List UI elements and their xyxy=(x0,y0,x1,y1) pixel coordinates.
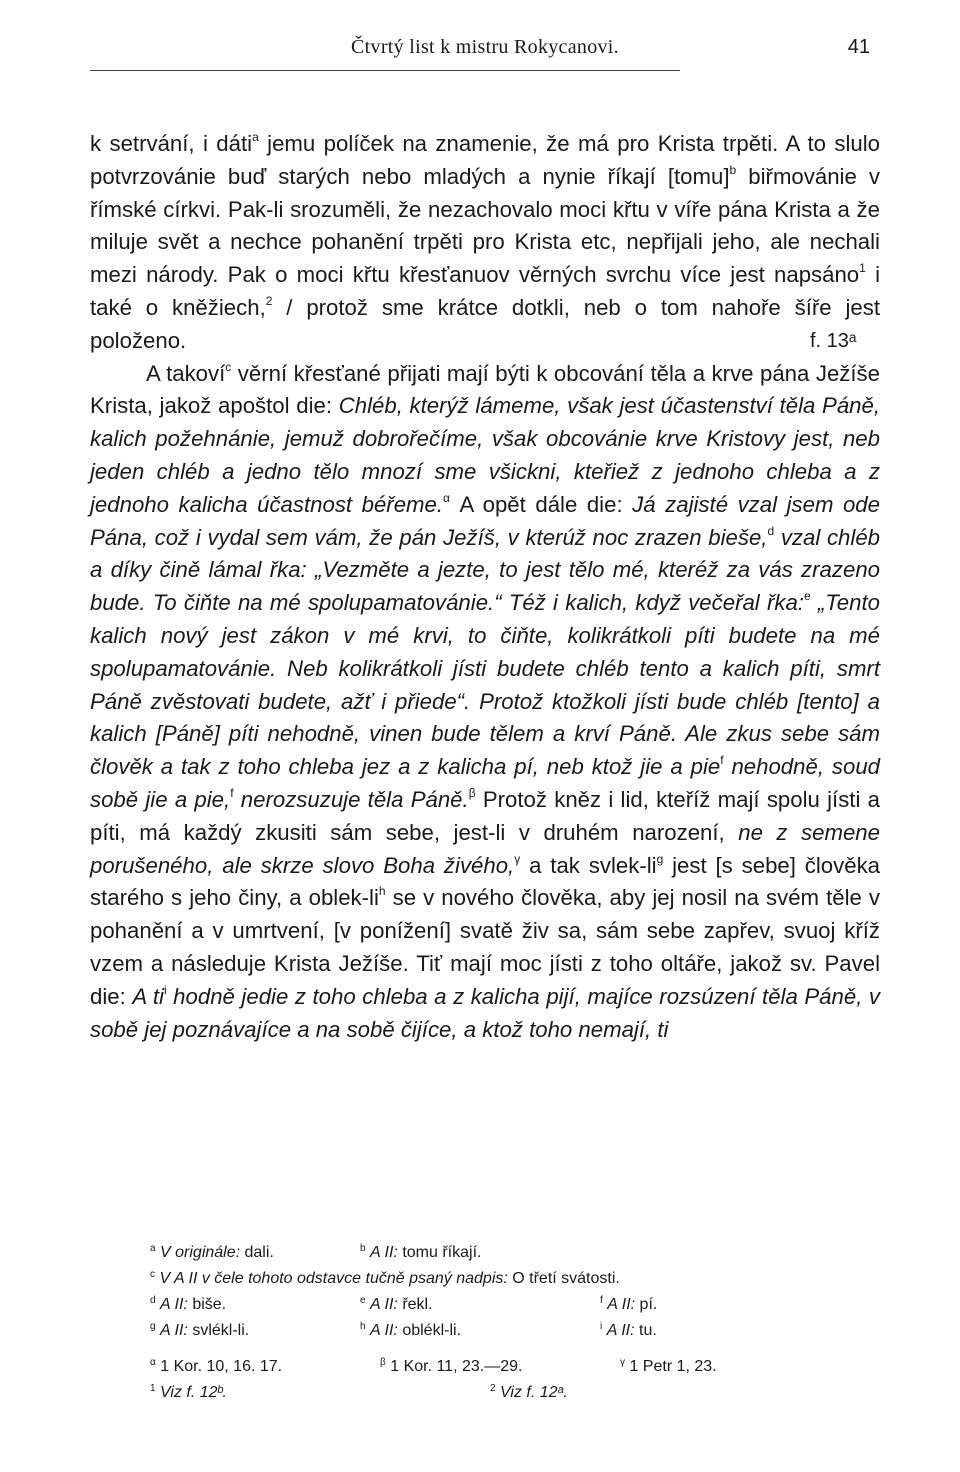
footnote-source: A II: xyxy=(370,1322,398,1339)
footnote-marker: α xyxy=(443,490,450,505)
footnote-text: svlékl-li. xyxy=(187,1322,250,1339)
cross-ref: $^2$ Viz f. 12ᵃ. xyxy=(490,1383,568,1401)
footnote-source: V originále: xyxy=(160,1244,241,1261)
paragraph xyxy=(90,358,880,1047)
footnote-marker: d xyxy=(767,523,775,538)
italic-quote: nehodně, soud sobě jie a pie, xyxy=(90,754,880,812)
italic-quote: „Tento kalich nový jest zákon v mé krvi, to čiňte, kolikrátkoli píti budete na mé spolupamatovánie. Neb kolikrátkoli jísti budete chléb tento a kalich píti, smrt Páně zvěstovati budete, ažť i přiede“. Protož ktožkoli jísti bude chléb [tento] a kalich [Páně] píti nehodně, vinen bude tělem a krví Páně. Ale zkus sebe sám člověk a tak z toho chleba jez a z kalicha pí, neb ktož jie a pie xyxy=(90,590,880,780)
folio-margin-note: f. 13ᵃ xyxy=(810,330,857,352)
italic-quote: Chléb, kterýž lámeme, však jest účastenství těla Páně, kalich požehnánie, jemuž dobrořečíme, však obcovánie krve Kristovy jest, neb jeden chléb a jedno tělo mnozí sme všickni, kteřiež z jednoho chleba a z jednoho kalicha účastnost béřeme. xyxy=(90,393,880,517)
text-run: věrní křesťané přijati mají býti k obcování těla a krve pána Ježíše Krista, jakož apoštol die: xyxy=(90,360,880,419)
text-run: biřmovánie v římské církvi. Pak-li srozuměli, že nezachovalo moci křtu v víře pána Krista a že miluje svět a nechce pohanění trpěti pro Krista etc, nepřijali jeho, ale nechali mezi národy. Pak o moci křtu křesťanuov věrných svrchu více jest napsáno xyxy=(90,163,880,288)
footnote-marker: 1 xyxy=(859,261,866,276)
footnote-marker: i xyxy=(163,982,167,997)
footnote-source: A II: xyxy=(370,1244,398,1261)
footnote xyxy=(150,1240,274,1266)
footnote-marker: f xyxy=(230,785,234,800)
footnote-mark: b xyxy=(360,1243,366,1254)
italic-quote: hodně jedie z toho chleba a z kalicha pijí, majíce rozsúzení těla Páně, v sobě jej poznávajíce a na sobě čijíce, a ktož toho nemají, ti xyxy=(90,983,881,1042)
italic-quote: Já zajisté vzal jsem ode Pána, což i vydal sem vám, že pán Ježíš, v kterúž noc zrazen bieše, xyxy=(90,491,880,550)
biblical-ref: $^\alpha$ 1 Kor. 10, 16. 17. xyxy=(150,1357,283,1375)
text-run: A takoví xyxy=(146,360,226,386)
footnote xyxy=(150,1266,620,1292)
footnote-mark: f xyxy=(600,1295,603,1306)
footnote-text: O třetí svátosti. xyxy=(507,1270,620,1287)
footnote-text: řekl. xyxy=(397,1296,433,1313)
footnote xyxy=(150,1318,249,1344)
footnote-marker: b xyxy=(729,162,737,177)
text-run: jest [s sebe] člověka starého s jeho činy, a oblek-li xyxy=(90,852,881,911)
text-run: a tak svlek-li xyxy=(520,852,657,878)
text-run: i také o kněžiech, xyxy=(90,262,880,320)
italic-quote: ne z semene porušeného, ale skrze slovo Boha živého, xyxy=(90,819,880,878)
text-run: / protož sme krátce dotkli, neb o tom nahoře šíře jest položeno. xyxy=(90,294,880,353)
text-run: A opět dále die: xyxy=(449,491,633,517)
footnote-source: A II: xyxy=(606,1322,635,1339)
footnote-source: A II: xyxy=(370,1296,398,1313)
paragraph xyxy=(90,128,880,358)
footnote-text: oblékl-li. xyxy=(397,1322,462,1339)
footnote-text: dali. xyxy=(240,1244,274,1261)
footnote-marker: β xyxy=(468,785,476,800)
italic-quote: A ti xyxy=(132,983,164,1009)
footnote-mark: c xyxy=(150,1269,155,1280)
footnote-source: A II: xyxy=(607,1296,636,1313)
footnote-row xyxy=(150,1292,870,1318)
footnote-marker: γ xyxy=(514,851,521,866)
footnote-row xyxy=(150,1318,870,1344)
footnote-marker: g xyxy=(656,851,664,866)
cross-refs-row xyxy=(150,1380,870,1406)
footnote-marker: h xyxy=(378,884,386,899)
footnote-mark: i xyxy=(600,1321,603,1332)
text-run: Protož kněz i lid, kteříž mají spolu jísti a píti, má každý zkusiti sám sebe, jest-li v druhém narození, xyxy=(90,786,880,845)
footnote-mark: a xyxy=(150,1243,156,1254)
cross-ref: $^1$ Viz f. 12ᵇ. xyxy=(150,1383,227,1401)
header-rule xyxy=(90,70,680,71)
biblical-ref: $^\beta$ 1 Kor. 11, 23.—29. xyxy=(380,1357,523,1375)
text-run: jemu políček na znamenie, že má pro Krista trpěti. A to slulo potvrzovánie buď starých nebo mladých a nynie říkají [tomu] xyxy=(90,131,880,189)
footnote-marker: e xyxy=(803,589,811,604)
running-title: Čtvrtý list k mistru Rokycanovi. xyxy=(351,36,619,58)
footnote-row xyxy=(150,1240,870,1266)
biblical-refs-row xyxy=(150,1354,870,1380)
footnote-marker: 2 xyxy=(265,293,273,308)
footnote-source: A II: xyxy=(160,1296,188,1313)
footnote-source: V A II v čele tohoto odstavce tučně psaný nadpis: xyxy=(159,1270,508,1287)
main-text xyxy=(90,128,880,1046)
footnotes xyxy=(150,1240,870,1406)
footnote-marker: a xyxy=(252,130,259,144)
text-run: k setrvání, i dáti xyxy=(90,131,253,156)
footnote-text: pí. xyxy=(635,1296,658,1313)
text-run: se v nového člověka, aby jej nosil na svém těle v pohanění a v umrtvení, [v ponížení] svatě živ sa, sám sebe zapřev, svuoj kříž vzem a následuje Krista Ježíše. Tiť mají moc jísti z toho oltáře, jakož sv. Pavel die: xyxy=(90,885,880,1009)
italic-quote: vzal chléb a díky čině lámal řka: „Vezměte a jezte, to jest tělo mé, kteréž za vás zrazeno bude. To čiňte na mé spolupamatovánie.“ Též i kalich, když večeřal řka: xyxy=(90,524,881,616)
footnote-source: A II: xyxy=(160,1322,188,1339)
footnote-marker: f xyxy=(720,753,724,768)
footnote-mark: h xyxy=(360,1321,366,1332)
footnote-text: tomu říkají. xyxy=(397,1244,482,1261)
footnote-marker: c xyxy=(225,359,232,374)
footnote-text: biše. xyxy=(187,1296,227,1313)
footnote-mark: g xyxy=(150,1321,156,1332)
footnote-references xyxy=(150,1354,870,1406)
footnote xyxy=(150,1292,226,1318)
italic-quote: nerozsuzuje těla Páně. xyxy=(233,786,469,812)
footnote xyxy=(600,1318,657,1344)
page-header xyxy=(90,30,880,62)
footnote xyxy=(360,1318,461,1344)
footnote xyxy=(360,1240,481,1266)
footnote-mark: d xyxy=(150,1295,156,1306)
footnote-row xyxy=(150,1266,870,1292)
footnote-text: tu. xyxy=(634,1322,657,1339)
footnote xyxy=(360,1292,433,1318)
biblical-ref: $^\gamma$ 1 Petr 1, 23. xyxy=(620,1357,717,1375)
page-number: 41 xyxy=(847,36,870,58)
footnote-variants xyxy=(150,1240,870,1344)
footnote xyxy=(600,1292,657,1318)
footnote-mark: e xyxy=(360,1295,366,1306)
